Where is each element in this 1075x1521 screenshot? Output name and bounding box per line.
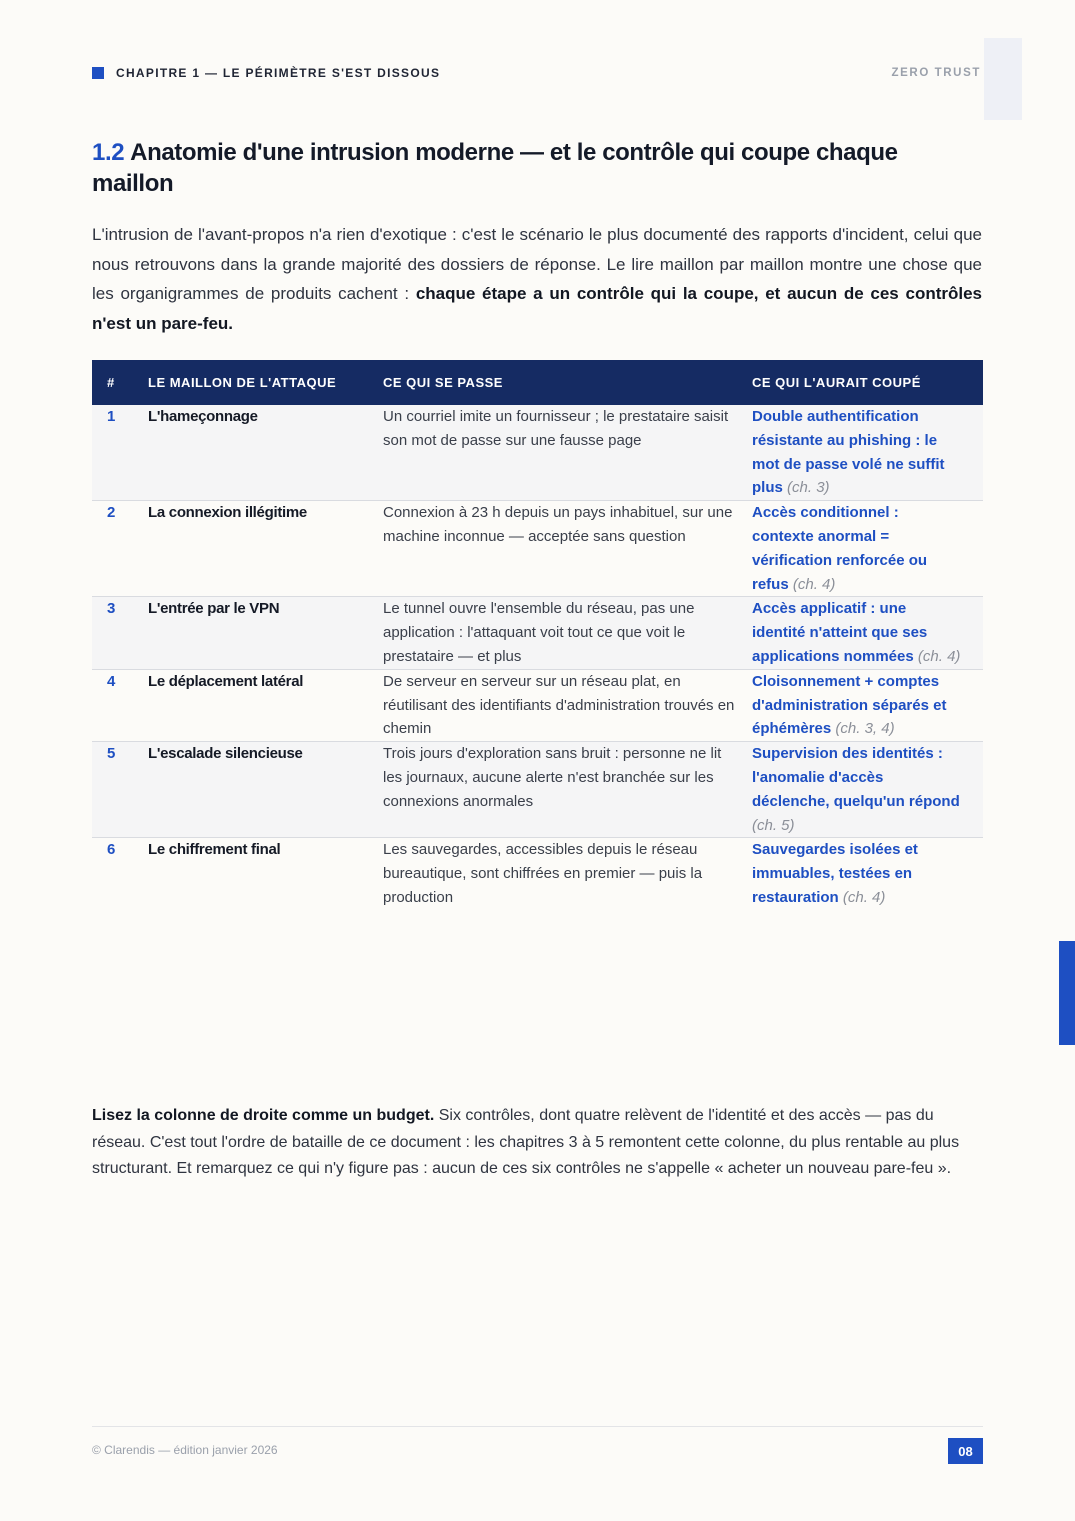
row-description: De serveur en serveur sur un réseau plat, en réutilisant des identifiants d'administration trouvés en chemin <box>383 669 752 741</box>
row-chapter-ref: (ch. 3) <box>787 479 830 497</box>
row-chapter-ref: (ch. 4) <box>917 647 961 665</box>
row-chapter-ref: (ch. 5) <box>752 816 795 834</box>
row-number: 2 <box>92 501 148 597</box>
row-step: L'hameçonnage <box>148 405 383 501</box>
row-control-text: Cloisonnement + comptes d'administration séparés et éphémères <box>752 672 947 738</box>
chapter-label: CHAPITRE 1 — LE PÉRIMÈTRE S'EST DISSOUS <box>116 66 441 80</box>
attack-chain-table <box>92 360 983 910</box>
row-control <box>752 838 983 910</box>
row-control-text: Accès conditionnel : contexte anormal = vérification renforcée ou refus <box>752 504 928 593</box>
row-control <box>752 742 983 838</box>
footer-divider <box>92 1426 983 1427</box>
row-control-text: Accès applicatif : une identité n'atteint que ses applications nommées <box>752 600 928 665</box>
header-square-icon <box>92 67 104 79</box>
section-number: 1.2 <box>92 139 125 166</box>
row-description: Un courriel imite un fournisseur ; le prestataire saisit son mot de passe sur une fausse page <box>383 405 752 501</box>
table-row <box>92 405 983 501</box>
row-control <box>752 501 983 597</box>
table-header-row <box>92 360 983 405</box>
row-control-text: Double authentification résistante au phishing : le mot de passe volé ne suffit plus <box>752 408 945 497</box>
row-control <box>752 669 983 741</box>
intro-paragraph <box>92 220 982 338</box>
row-description: Le tunnel ouvre l'ensemble du réseau, pas une application : l'attaquant voit tout ce que voit le prestataire — et plus <box>383 597 752 669</box>
row-step: L'entrée par le VPN <box>148 597 383 669</box>
footer-copyright: © Clarendis — édition janvier 2026 <box>92 1443 278 1457</box>
row-description: Trois jours d'exploration sans bruit : personne ne lit les journaux, aucune alerte n'est branchée sur les connexions anormales <box>383 742 752 838</box>
row-number: 4 <box>92 669 148 741</box>
intro-emphasis: chaque étape a un contrôle qui la coupe, et aucun de ces contrôles n'est un pare-feu. <box>92 284 983 333</box>
row-number: 5 <box>92 742 148 838</box>
row-chapter-ref: (ch. 4) <box>842 888 886 906</box>
row-control-text: Supervision des identités : l'anomalie d'accès déclenche, quelqu'un répond <box>752 745 960 810</box>
row-control <box>752 405 983 501</box>
row-chapter-ref: (ch. 3, 4) <box>835 720 895 738</box>
table-row <box>92 669 983 741</box>
row-description: Les sauvegardes, accessibles depuis le réseau bureautique, sont chiffrées en premier — puis la production <box>383 838 752 910</box>
section-title-text: Anatomie d'une intrusion moderne — et le contrôle qui coupe chaque maillon <box>92 139 898 197</box>
outro-lead: Lisez la colonne de droite comme un budget. <box>92 1107 435 1124</box>
table-row <box>92 742 983 838</box>
running-header <box>92 66 440 80</box>
outro-text: Six contrôles, dont quatre relèvent de l'identité et des accès — pas du réseau. C'est tout l'ordre de bataille de ce document : les chapitres 3 à 5 remontent cette colonne, du plus rentable au plus structurant. Et remarquez ce qui n'y figure pas : aucun de ces six contrôles ne s'appelle « acheter un nouveau pare-feu ». <box>92 1107 960 1177</box>
table-row <box>92 838 983 910</box>
row-control <box>752 597 983 669</box>
row-chapter-ref: (ch. 4) <box>792 575 836 593</box>
header-control: CE QUI L'AURAIT COUPÉ <box>752 360 983 405</box>
section-title <box>92 137 972 199</box>
header-what: CE QUI SE PASSE <box>383 360 752 405</box>
table-body <box>92 405 983 910</box>
intro-text: L'intrusion de l'avant-propos n'a rien d'exotique : c'est le scénario le plus documenté des rapports d'incident, celui que nous retrouvons dans la grande majorité des dossiers de réponse. Le lire maillon par maillon montre une chose que les organigrammes de produits cachent : <box>92 225 982 304</box>
outro-paragraph <box>92 1103 982 1183</box>
row-step: Le déplacement latéral <box>148 669 383 741</box>
header-step: LE MAILLON DE L'ATTAQUE <box>148 360 383 405</box>
header-num: # <box>92 360 148 405</box>
table-row <box>92 597 983 669</box>
row-step: La connexion illégitime <box>148 501 383 597</box>
page-number-badge: 08 <box>948 1438 983 1464</box>
row-description: Connexion à 23 h depuis un pays inhabituel, sur une machine inconnue — acceptée sans question <box>383 501 752 597</box>
row-control-text: Sauvegardes isolées et immuables, testées en restauration <box>752 841 918 906</box>
brand-label: ZERO TRUST <box>891 67 981 79</box>
table-row <box>92 501 983 597</box>
row-number: 1 <box>92 405 148 501</box>
row-number: 6 <box>92 838 148 910</box>
row-step: Le chiffrement final <box>148 838 383 910</box>
chapter-number-decoration <box>984 38 1022 120</box>
row-step: L'escalade silencieuse <box>148 742 383 838</box>
chapter-edge-tab <box>1059 941 1075 1045</box>
row-number: 3 <box>92 597 148 669</box>
